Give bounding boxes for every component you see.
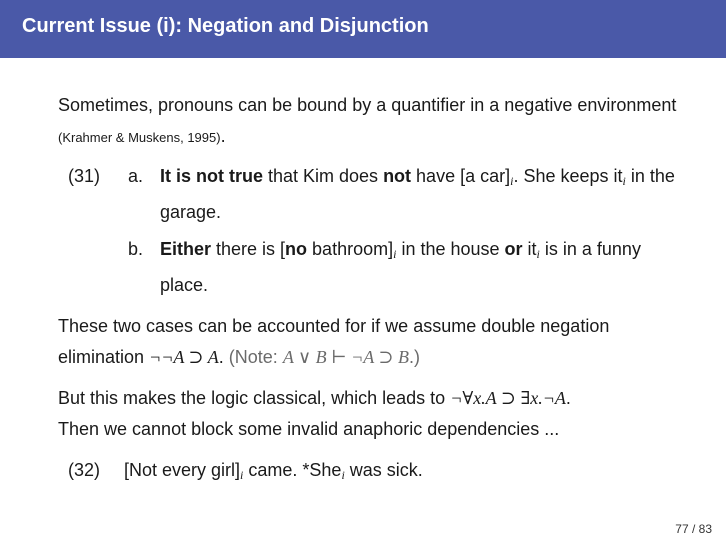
text: .) [409, 347, 421, 367]
index-subscript: i [510, 174, 514, 188]
index-subscript: i [393, 247, 397, 261]
text: . [565, 388, 571, 408]
bold-phrase: or [504, 239, 523, 259]
index-subscript: i [341, 468, 345, 482]
text: [Not every girl] [124, 460, 241, 480]
paragraph-double-negation [58, 311, 678, 373]
text: in the house [396, 239, 505, 259]
bold-phrase: no [285, 239, 308, 259]
bold-phrase: Either [160, 239, 212, 259]
formula: ¬¬A ⊃ A [149, 347, 219, 367]
text: in the garage. [160, 166, 675, 222]
example-number-31: (31) [68, 166, 101, 186]
text: came. *She [243, 460, 342, 480]
text: bathroom] [307, 239, 394, 259]
text: . [218, 347, 229, 367]
slide-header [0, 0, 726, 58]
formula: ¬∀x.A ⊃ ∃x.¬A [450, 388, 566, 408]
text: that Kim does [263, 166, 384, 186]
formula: A ∨ B ⊢ ¬A ⊃ B [282, 347, 410, 367]
text: . She keeps it [513, 166, 623, 186]
index-subscript: i [240, 468, 244, 482]
example-31 [58, 161, 678, 301]
bold-phrase: It is not true [160, 166, 263, 186]
text: there is [ [211, 239, 286, 259]
note [229, 347, 420, 367]
intro-paragraph [58, 90, 678, 153]
text: have [a car] [411, 166, 511, 186]
text: These two cases can be accounted for if we assume double negation elimination [58, 316, 610, 367]
index-subscript: i [536, 247, 540, 261]
example-number-32: (32) [68, 460, 101, 480]
index-subscript: i [622, 174, 626, 188]
text: was sick. [344, 460, 423, 480]
item-letter-b: b. [128, 239, 144, 259]
text: Then we cannot block some invalid anaphoric dependencies ... [58, 419, 560, 439]
intro-text: Sometimes, pronouns can be bound by a quantifier in a negative environment [58, 95, 677, 115]
example-32 [58, 455, 678, 491]
slide-title: Current Issue (i): Negation and Disjunction [22, 15, 429, 37]
example-31b [58, 234, 678, 301]
item-letter-a: a. [128, 166, 144, 186]
text: is in a funny place. [160, 239, 641, 295]
bold-phrase: not [383, 166, 412, 186]
page-number: 77 / 83 [675, 522, 712, 536]
text: But this makes the logic classical, which leads to [58, 388, 451, 408]
paragraph-classical-logic [58, 383, 678, 445]
text: (Note: [228, 347, 283, 367]
text: it [522, 239, 537, 259]
example-31a [58, 161, 678, 228]
slide-content [58, 90, 678, 491]
intro-end: . [220, 126, 226, 146]
citation: (Krahmer & Muskens, 1995) [58, 130, 221, 145]
